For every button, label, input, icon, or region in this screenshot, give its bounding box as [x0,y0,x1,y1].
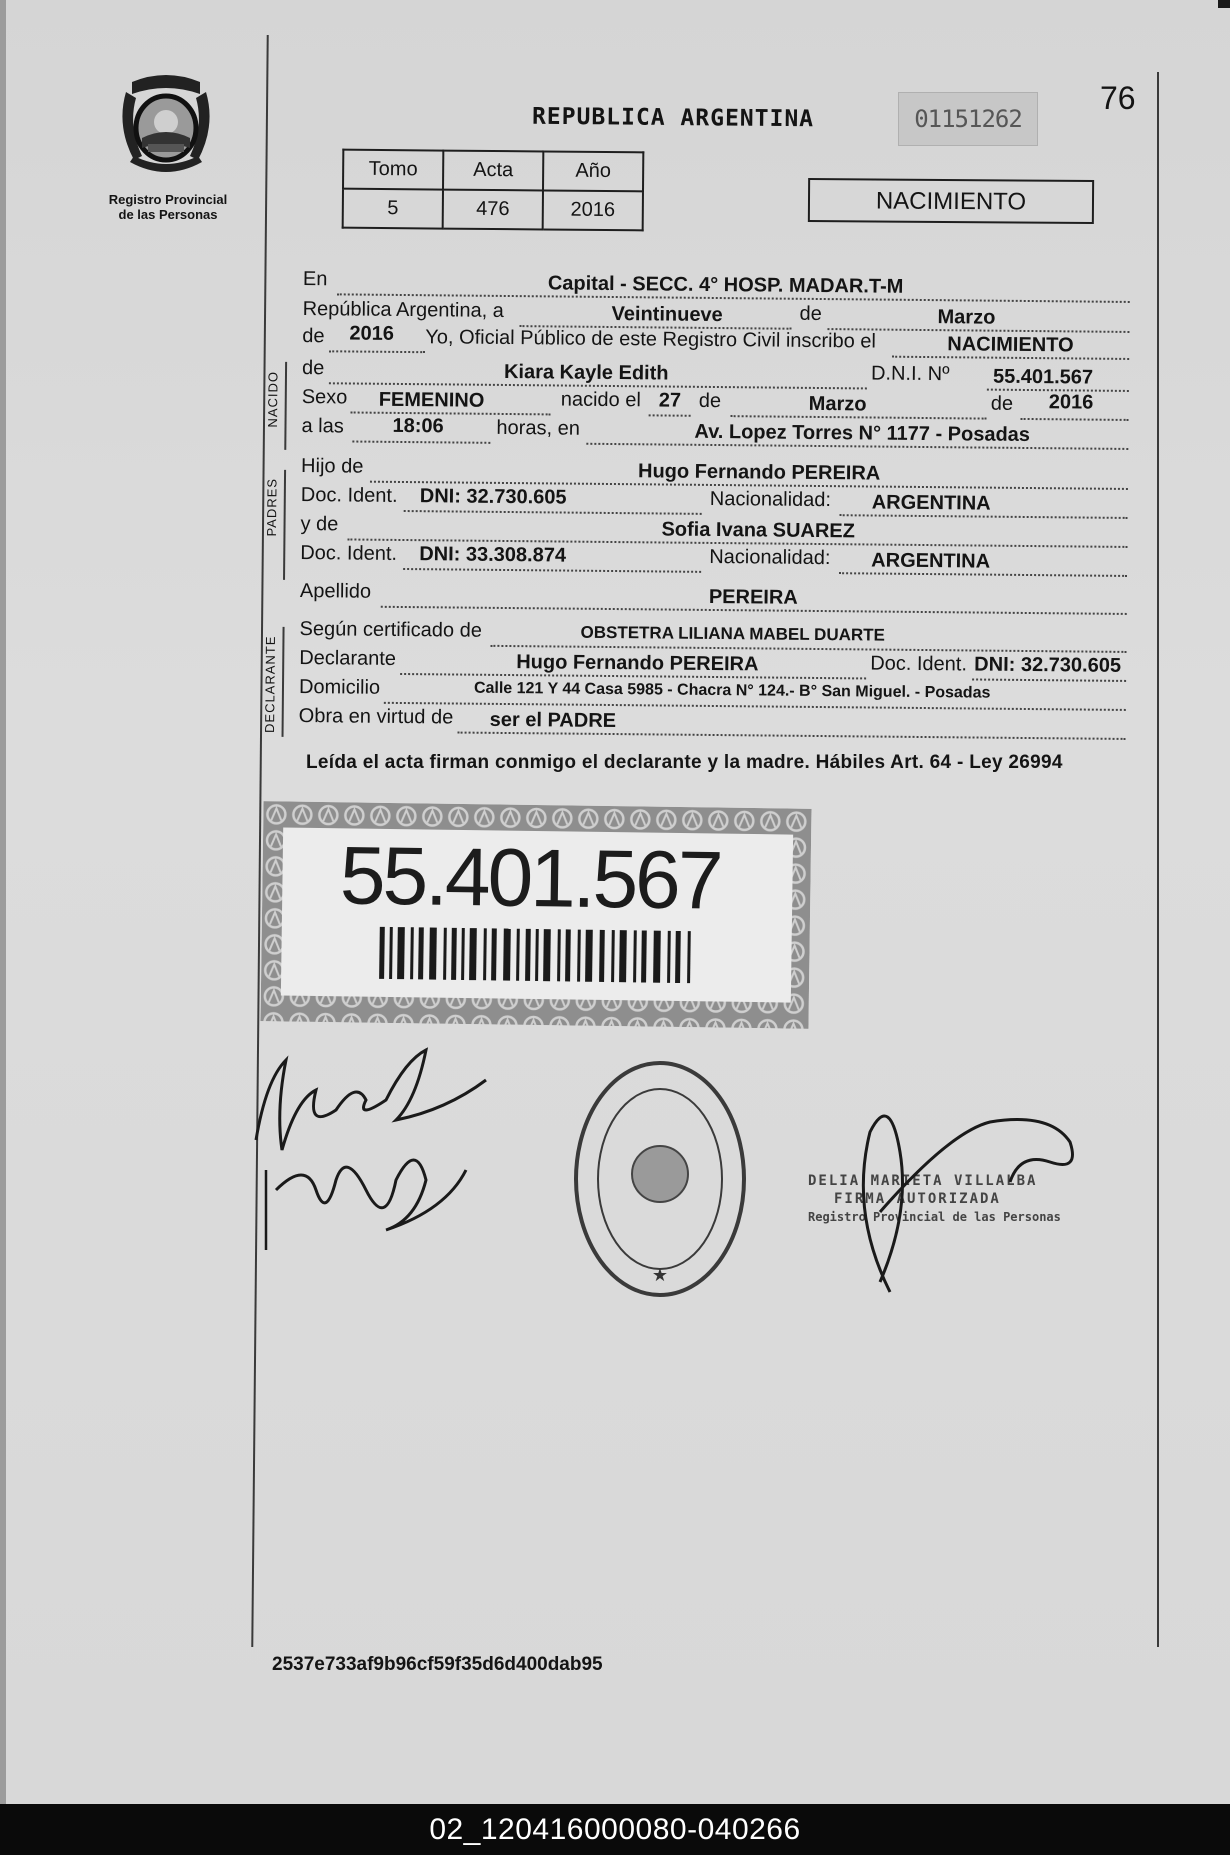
value-birth-month: Marzo [808,392,867,416]
label-apellido: Apellido [299,580,372,603]
section-nacido-bar [284,362,287,450]
header-anio: Año [543,151,643,191]
section-nacido-label: NACIDO [264,370,281,428]
sticker-dni-number: 55.401.567 [339,830,722,927]
official-registry: Registro Provincial de las Personas [808,1210,1061,1224]
page-number: 76 [1100,80,1136,116]
value-child-dni: 55.401.567 [992,365,1094,389]
label-y-de: y de [300,513,339,536]
section-padres-label: PADRES [263,477,280,537]
value-declarant-doc: DNI: 32.730.605 [974,653,1122,677]
label-de-year: de [302,325,325,348]
value-birth-year: 2016 [1048,391,1094,414]
registry-name-line2: de las Personas [118,207,218,222]
label-de-month: de [698,389,722,413]
value-address: Calle 121 Y 44 Casa 5985 - Chacra N° 124.- B° San Miguel. - Posadas [473,679,991,702]
value-mother-name: Sofia Ivana SUAREZ [661,518,856,543]
dots-birth-day [649,414,691,416]
value-birth-time: 18:06 [392,414,444,438]
value-sex: FEMENINO [378,388,485,412]
label-en: En [302,268,328,291]
document-hash: 2537e733af9b96cf59f35d6d400dab95 [272,1654,603,1675]
section-declarante-bar [282,627,285,737]
value-father-doc: DNI: 32.730.605 [419,485,567,509]
label-declarante: Declarante [299,647,397,670]
official-signature [830,1092,1090,1304]
declarant-signature [246,1020,506,1260]
label-sexo: Sexo [301,386,348,409]
official-role: FIRMA AUTORIZADA [834,1191,1001,1207]
label-mother-nationality: Nacionalidad: [709,545,831,570]
dots-time [352,441,490,444]
label-segun-certificado: Según certificado de [299,618,482,642]
label-yo-oficial: Yo, Oficial Público de este Registro Civil inscribo el [425,326,877,353]
label-horas-en: horas, en [496,416,580,440]
label-domicilio: Domicilio [298,676,381,699]
value-registration-year: 2016 [349,322,394,345]
header-acta: Acta [443,151,543,191]
label-hijo-de: Hijo de [301,455,364,478]
label-mother-doc: Doc. Ident. [300,542,398,565]
header-tomo: Tomo [343,150,443,190]
value-record-type: NACIMIENTO [947,333,1074,357]
closing-statement: Leída el acta firman conmigo el declarante y la madre. Hábiles Art. 64 - Ley 26994 [306,752,1063,773]
dots-obra [458,732,1126,740]
label-nacido-el: nacido el [560,388,641,412]
delegation-round-stamp [570,1056,750,1302]
value-certificate: OBSTETRA LILIANA MABEL DUARTE [580,622,886,645]
value-mother-nationality: ARGENTINA [871,549,991,573]
dots-father-doc [404,510,702,515]
official-name: DELIA MARIETA VILLALBA [808,1173,1038,1189]
value-surname: PEREIRA [708,585,798,609]
label-a-las: a las [301,415,344,438]
label-de-name: de [301,357,325,380]
corner-mark [1218,0,1230,8]
section-declarante-label: DECLARANTE [262,635,278,734]
serial-number: 01151262 [898,92,1038,146]
document-title: REPUBLICA ARGENTINA [531,103,815,133]
value-father-nationality: ARGENTINA [871,491,991,515]
label-obra: Obra en virtud de [298,705,454,729]
label-declarant-doc: Doc. Ident. [870,652,968,676]
label-father-doc: Doc. Ident. [300,484,398,507]
value-registration-month: Marzo [937,306,996,329]
value-obra: ser el PADRE [489,708,617,733]
value-mother-doc: DNI: 33.308.874 [419,543,567,567]
dots-birth-year [1021,418,1129,421]
scan-footer-id: 02_120416000080-040266 [0,1804,1230,1855]
value-father-name: Hugo Fernando PEREIRA [637,460,881,485]
label-republica: República Argentina, a [302,298,504,322]
dots-mother-doc [403,568,701,573]
record-type-box: NACIMIENTO [808,178,1094,224]
svg-text:★: ★ [651,1265,669,1285]
dots-declarant-doc [972,678,1126,681]
value-child-name: Kiara Kayle Edith [503,360,669,385]
value-anio: 2016 [543,190,643,230]
label-de-year2: de [990,392,1014,415]
registry-name-line1: Registro Provincial [108,192,228,207]
value-declarant-name: Hugo Fernando PEREIRA [516,651,759,676]
value-place: Capital - SECC. 4° HOSP. MADAR.T-M [547,272,904,298]
value-birth-day: 27 [658,389,682,412]
value-birth-place: Av. Lopez Torres N° 1177 - Posadas [694,420,1031,447]
label-dni: D.N.I. Nº [870,362,950,386]
dots-year [329,350,425,353]
section-padres-bar [283,470,286,580]
label-de: de [799,302,822,326]
value-tomo: 5 [343,189,443,229]
value-acta: 476 [443,190,543,230]
label-father-nationality: Nacionalidad: [709,487,832,512]
value-registration-day: Veintinueve [611,302,723,327]
